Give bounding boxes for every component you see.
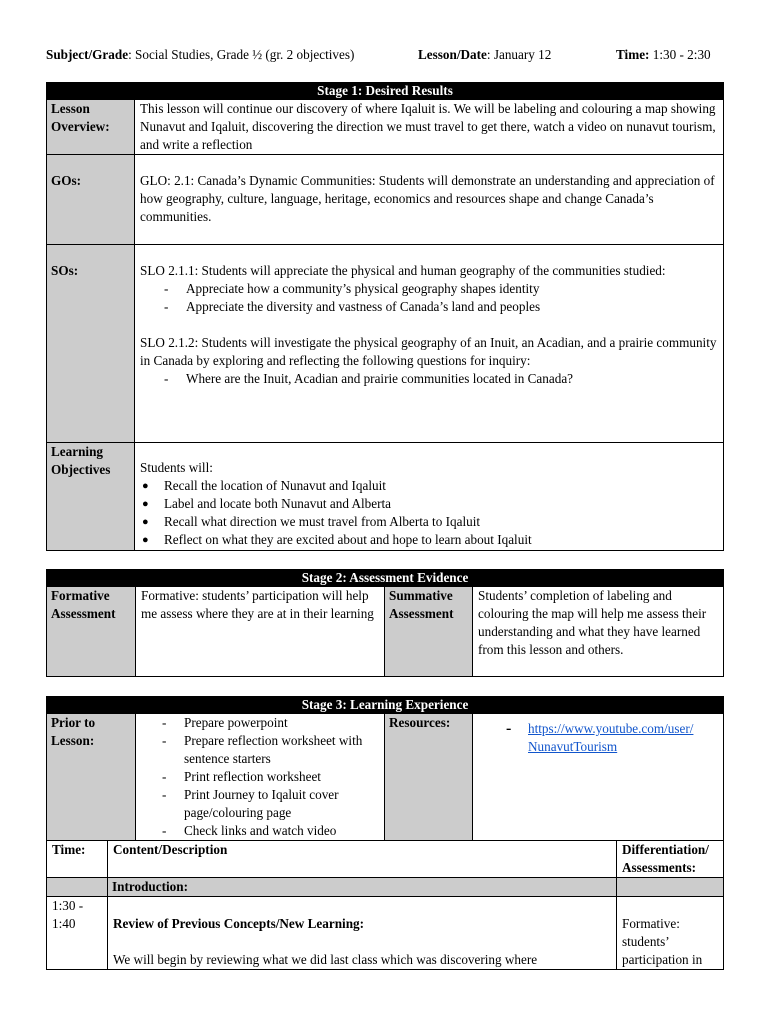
review-text: We will begin by reviewing what we did last class which was discovering where <box>113 952 538 967</box>
formative-text: Formative: students’ participation will help me assess where they are at in their learning <box>136 587 385 677</box>
intro-diff-cell <box>617 878 724 897</box>
sos-cell <box>135 245 724 443</box>
resources-list <box>478 720 718 756</box>
sos-label: SOs: <box>47 245 135 443</box>
review-heading: Review of Previous Concepts/New Learning: <box>113 916 365 931</box>
list-item: - Appreciate how a community’s physical geography shapes identity <box>140 280 718 298</box>
list-item: - Print reflection worksheet <box>138 768 382 786</box>
list-item: - Prepare powerpoint <box>138 714 382 732</box>
summative-label: Summative Assessment <box>385 587 473 677</box>
objectives-intro: Students will: <box>140 460 213 475</box>
objectives-cell <box>135 443 724 551</box>
list-item <box>478 720 718 756</box>
list-item: ● Recall what direction we must travel from Alberta to Iqaluit <box>140 513 718 531</box>
resources-label: Resources: <box>385 714 473 841</box>
intro-label: Introduction: <box>108 878 617 897</box>
list-item: ● Label and locate both Nunavut and Alberta <box>140 495 718 513</box>
stage2-title: Stage 2: Assessment Evidence <box>47 570 724 587</box>
stage1-title: Stage 1: Desired Results <box>47 83 724 100</box>
time-header: Time: <box>47 841 108 878</box>
gos-label: GOs: <box>47 155 135 245</box>
list-item: - Prepare reflection worksheet with sentence starters <box>138 732 382 768</box>
formative-label: Formative Assessment <box>47 587 136 677</box>
summative-text: Students’ completion of labeling and colouring the map will help me assess their understanding and what they have learned from this lesson and others. <box>473 587 724 677</box>
objectives-label: Learning Objectives <box>47 443 135 551</box>
review-cell <box>108 897 617 970</box>
objectives-list <box>140 477 718 549</box>
stage3-table <box>46 696 724 970</box>
slo1-text: SLO 2.1.1: Students will appreciate the physical and human geography of the communities studied: <box>140 263 666 278</box>
lesson-date: Lesson/Date: January 12 <box>418 47 552 62</box>
slo2-text: SLO 2.1.2: Students will investigate the physical geography of an Inuit, an Acadian, and a prairie community in Canada by exploring and reflecting the following questions for inquiry: <box>140 335 717 368</box>
list-item: - Check links and watch video <box>138 822 382 840</box>
intro-time-cell <box>47 878 108 897</box>
slo1-list <box>140 280 718 316</box>
content-header: Content/Description <box>108 841 617 878</box>
diff-header: Differentiation/ Assessments: <box>617 841 724 878</box>
lesson-header <box>46 46 726 66</box>
prior-cell <box>136 714 385 841</box>
prior-label: Prior to Lesson: <box>47 714 136 841</box>
overview-text: This lesson will continue our discovery of where Iqaluit is. We will be labeling and colouring a map showing Nunavut and Iqaluit, discovering the direction we must travel to get there, watch a video on nunavut tourism, and write a reflection <box>135 100 724 155</box>
prior-list <box>138 714 382 840</box>
list-item: - Print Journey to Iqaluit cover page/colouring page <box>138 786 382 822</box>
slo2-list <box>140 370 718 388</box>
lesson-time: Time: 1:30 - 2:30 <box>616 47 711 62</box>
list-item: ● Reflect on what they are excited about and hope to learn about Iqaluit <box>140 531 718 549</box>
resource-link[interactable]: https://www.youtube.com/user/NunavutTourism <box>528 721 694 754</box>
gos-text: GLO: 2.1: Canada’s Dynamic Communities: Students will demonstrate an understanding and appreciation of how geography, culture, language, heritage, economics and resources shape and change Canada’s communities. <box>135 155 724 245</box>
resources-cell <box>473 714 724 841</box>
list-item: - Appreciate the diversity and vastness of Canada’s land and peoples <box>140 298 718 316</box>
subject-grade: Subject/Grade: Social Studies, Grade ½ (gr. 2 objectives) <box>46 47 355 62</box>
stage1-table <box>46 82 724 551</box>
row-assessment: Formative: students’ participation in <box>617 897 724 970</box>
overview-label: Lesson Overview: <box>47 100 135 155</box>
stage2-table <box>46 569 724 677</box>
stage3-title: Stage 3: Learning Experience <box>47 697 724 714</box>
row-time: 1:30 - 1:40 <box>47 897 108 970</box>
list-item: ● Recall the location of Nunavut and Iqaluit <box>140 477 718 495</box>
list-item: - Where are the Inuit, Acadian and prairie communities located in Canada? <box>140 370 718 388</box>
